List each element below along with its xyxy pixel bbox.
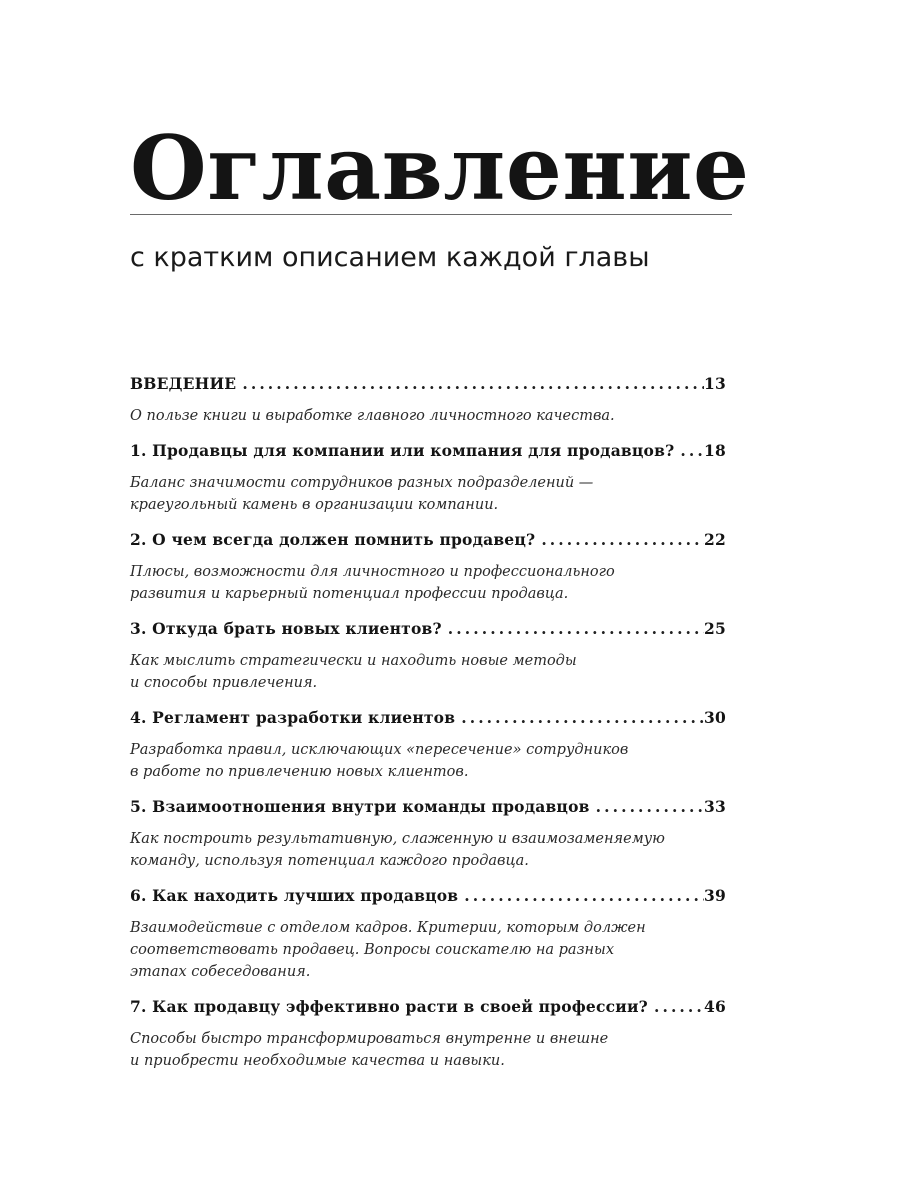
- description-line: Способы быстро трансформироваться внутренне и внешне: [130, 1031, 609, 1047]
- page-title: Оглавление: [130, 116, 750, 220]
- chapter-description: [130, 405, 726, 427]
- chapter-title: 2. О чем всегда должен помнить продавец?: [130, 530, 536, 549]
- chapter-title: 7. Как продавцу эффективно расти в своей профессии?: [130, 997, 648, 1016]
- chapter-title: 5. Взаимоотношения внутри команды продавцов: [130, 797, 590, 816]
- toc-item: [130, 795, 726, 872]
- description-line: Как построить результативную, слаженную и взаимозаменяемую: [130, 831, 665, 847]
- toc-item: [130, 439, 726, 516]
- toc-entry[interactable]: [130, 528, 726, 552]
- page-subtitle: с кратким описанием каждой главы: [130, 242, 650, 273]
- toc-item: [130, 528, 726, 605]
- description-line: соответствовать продавец. Вопросы соискателю на разных: [130, 942, 615, 958]
- dot-leader: [455, 706, 704, 730]
- dot-leader: [442, 617, 704, 641]
- description-line: этапах собеседования.: [130, 964, 311, 980]
- dot-leader: [236, 372, 704, 396]
- description-line: Плюсы, возможности для личностного и профессионального: [130, 564, 615, 580]
- dot-leader: [674, 439, 704, 463]
- toc-page: [130, 0, 750, 1200]
- chapter-description: [130, 650, 726, 694]
- description-line: О пользе книги и выработке главного личностного качества.: [130, 408, 615, 424]
- title-divider: [130, 214, 732, 215]
- dot-leader: [535, 528, 704, 552]
- description-line: развития и карьерный потенциал профессии продавца.: [130, 586, 569, 602]
- page-number: 25: [704, 619, 726, 638]
- page-number: 30: [704, 708, 726, 727]
- dot-leader: [648, 995, 704, 1019]
- toc-entry[interactable]: [130, 706, 726, 730]
- description-line: Как мыслить стратегически и находить новые методы: [130, 653, 577, 669]
- chapter-title: ВВЕДЕНИЕ: [130, 374, 237, 393]
- toc-entry[interactable]: [130, 372, 726, 396]
- description-line: краеугольный камень в организации компании.: [130, 497, 499, 513]
- toc-item: [130, 617, 726, 694]
- toc-entry[interactable]: [130, 439, 726, 463]
- chapter-description: [130, 561, 726, 605]
- chapter-description: [130, 1028, 726, 1072]
- page-number: 33: [704, 797, 726, 816]
- dot-leader: [458, 884, 704, 908]
- description-line: команду, используя потенциал каждого продавца.: [130, 853, 529, 869]
- toc-entry[interactable]: [130, 995, 726, 1019]
- chapter-title: 6. Как находить лучших продавцов: [130, 886, 459, 905]
- chapter-description: [130, 917, 726, 983]
- table-of-contents: [130, 372, 726, 1084]
- toc-entry[interactable]: [130, 617, 726, 641]
- page-number: 22: [704, 530, 726, 549]
- chapter-description: [130, 828, 726, 872]
- page-number: 13: [704, 374, 726, 393]
- description-line: и приобрести необходимые качества и навыки.: [130, 1053, 505, 1069]
- toc-item: [130, 884, 726, 983]
- description-line: в работе по привлечению новых клиентов.: [130, 764, 469, 780]
- toc-entry[interactable]: [130, 795, 726, 819]
- toc-item: [130, 995, 726, 1072]
- toc-item: [130, 706, 726, 783]
- description-line: и способы привлечения.: [130, 675, 318, 691]
- chapter-title: 3. Откуда брать новых клиентов?: [130, 619, 442, 638]
- toc-entry[interactable]: [130, 884, 726, 908]
- page-number: 46: [704, 997, 726, 1016]
- page-number: 18: [704, 441, 726, 460]
- description-line: Взаимодействие с отделом кадров. Критерии, которым должен: [130, 920, 646, 936]
- chapter-description: [130, 739, 726, 783]
- dot-leader: [590, 795, 704, 819]
- chapter-title: 1. Продавцы для компании или компания для продавцов?: [130, 441, 675, 460]
- description-line: Разработка правил, исключающих «пересечение» сотрудников: [130, 742, 629, 758]
- toc-item: [130, 372, 726, 427]
- page-number: 39: [704, 886, 726, 905]
- chapter-description: [130, 472, 726, 516]
- description-line: Баланс значимости сотрудников разных подразделений —: [130, 475, 594, 491]
- chapter-title: 4. Регламент разработки клиентов: [130, 708, 456, 727]
